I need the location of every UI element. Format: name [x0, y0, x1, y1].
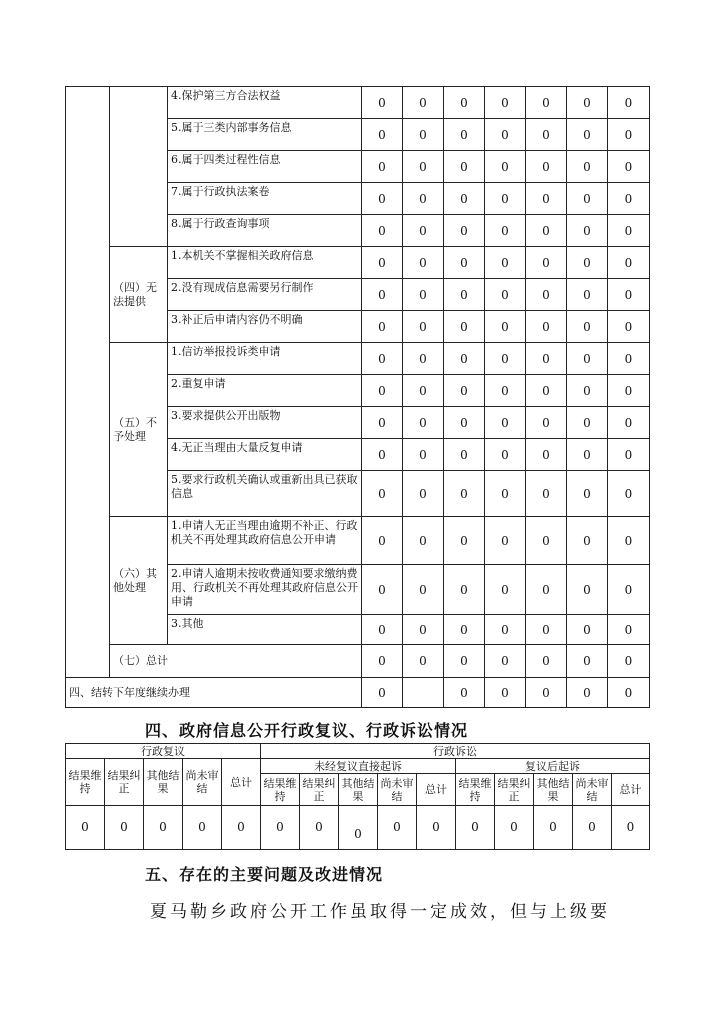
value-cell: 0: [456, 806, 495, 850]
value-cell: 0: [534, 806, 573, 850]
value-cell: 0: [444, 215, 485, 247]
value-cell: 0: [567, 407, 608, 439]
value-cell: 0: [339, 806, 378, 850]
value-cell: 0: [526, 311, 567, 343]
value-cell: 0: [567, 119, 608, 151]
value-cell: 0: [485, 471, 526, 517]
value-cell: 0: [567, 471, 608, 517]
outer-category-cell: [66, 87, 110, 678]
value-cell: 0: [608, 215, 650, 247]
value-cell: 0: [526, 87, 567, 119]
value-cell: 0: [444, 407, 485, 439]
value-cell: 0: [567, 183, 608, 215]
table-row: [66, 645, 650, 678]
value-cell: 0: [362, 247, 403, 279]
value-cell: 0: [608, 439, 650, 471]
value-cell: 0: [362, 87, 403, 119]
header-cell: 其他结果: [144, 759, 183, 806]
value-cell: 0: [608, 565, 650, 615]
value-cell: 0: [403, 517, 444, 565]
value-cell: 0: [526, 119, 567, 151]
value-cell: 0: [485, 311, 526, 343]
value-cell: 0: [485, 645, 526, 678]
value-cell: 0: [567, 375, 608, 407]
value-cell: 0: [403, 215, 444, 247]
value-cell: 0: [567, 87, 608, 119]
value-cell: 0: [608, 119, 650, 151]
row-label: 6.属于四类过程性信息: [168, 151, 362, 183]
section-5-title: 五、存在的主要问题及改进情况: [145, 865, 384, 884]
header-cell: 总计: [222, 759, 261, 806]
value-cell: 0: [362, 645, 403, 678]
value-cell: 0: [362, 375, 403, 407]
value-cell: 0: [567, 279, 608, 311]
carry-over-label: 四、结转下年度继续办理: [66, 678, 362, 708]
category-cell: [110, 87, 168, 247]
row-label: 2.没有现成信息需要另行制作: [168, 279, 362, 311]
header-cell: 结果纠正: [300, 774, 339, 806]
value-cell: 0: [608, 311, 650, 343]
value-cell: 0: [526, 615, 567, 645]
value-cell: 0: [444, 343, 485, 375]
value-cell: 0: [608, 87, 650, 119]
header-cell: 其他结果: [339, 774, 378, 806]
value-cell: 0: [526, 645, 567, 678]
value-cell: 0: [526, 343, 567, 375]
value-cell: 0: [362, 151, 403, 183]
value-cell: 0: [362, 215, 403, 247]
row-label: 2.申请人逾期未按收费通知要求缴纳费用、行政机关不再处理其政府信息公开申请: [168, 565, 362, 615]
header-cell: 其他结果: [534, 774, 573, 806]
value-cell: 0: [362, 279, 403, 311]
row-label: 8.属于行政查询事项: [168, 215, 362, 247]
header-cell: 结果维持: [261, 774, 300, 806]
value-cell: 0: [608, 151, 650, 183]
value-cell: [403, 678, 444, 708]
value-cell: 0: [362, 517, 403, 565]
value-cell: 0: [608, 517, 650, 565]
value-cell: 0: [567, 151, 608, 183]
response-table: [65, 86, 650, 708]
value-cell: 0: [362, 343, 403, 375]
value-cell: 0: [403, 565, 444, 615]
value-cell: 0: [417, 806, 456, 850]
value-cell: 0: [485, 247, 526, 279]
value-cell: 0: [403, 375, 444, 407]
value-cell: 0: [222, 806, 261, 850]
row-label: 3.要求提供公开出版物: [168, 407, 362, 439]
review-litigation-table: [65, 743, 650, 850]
value-cell: 0: [608, 183, 650, 215]
value-cell: 0: [403, 279, 444, 311]
category-cell: （五）不予处理: [110, 343, 168, 517]
value-cell: 0: [608, 375, 650, 407]
value-cell: 0: [526, 215, 567, 247]
table-row: [66, 87, 650, 119]
value-cell: 0: [608, 615, 650, 645]
value-cell: 0: [526, 471, 567, 517]
value-cell: 0: [403, 645, 444, 678]
row-label: 7.属于行政执法案卷: [168, 183, 362, 215]
value-cell: 0: [403, 343, 444, 375]
row-label: 5.属于三类内部事务信息: [168, 119, 362, 151]
value-cell: 0: [378, 806, 417, 850]
value-cell: 0: [444, 678, 485, 708]
value-cell: 0: [444, 151, 485, 183]
value-cell: 0: [485, 119, 526, 151]
row-label: 4.无正当理由大量反复申请: [168, 439, 362, 471]
row-label: 4.保护第三方合法权益: [168, 87, 362, 119]
value-cell: 0: [485, 517, 526, 565]
value-cell: 0: [485, 215, 526, 247]
value-cell: 0: [567, 247, 608, 279]
header-direct-suit: 未经复议直接起诉: [261, 759, 456, 774]
value-cell: 0: [573, 806, 612, 850]
carry-over-row: [66, 678, 650, 708]
value-cell: 0: [362, 615, 403, 645]
value-cell: 0: [362, 183, 403, 215]
value-cell: 0: [495, 806, 534, 850]
value-cell: 0: [485, 565, 526, 615]
value-cell: 0: [526, 565, 567, 615]
row-label: 3.其他: [168, 615, 362, 645]
value-cell: 0: [444, 439, 485, 471]
value-cell: 0: [608, 678, 650, 708]
value-cell: 0: [485, 375, 526, 407]
row-label: 1.申请人无正当理由逾期不补正、行政机关不再处理其政府信息公开申请: [168, 517, 362, 565]
value-cell: 0: [403, 439, 444, 471]
value-cell: 0: [362, 565, 403, 615]
value-cell: 0: [526, 678, 567, 708]
value-cell: 0: [362, 407, 403, 439]
category-cell: （七）总计: [110, 645, 362, 678]
value-cell: 0: [403, 615, 444, 645]
value-cell: 0: [105, 806, 144, 850]
value-cell: 0: [526, 151, 567, 183]
value-cell: 0: [608, 471, 650, 517]
value-cell: 0: [608, 343, 650, 375]
row-label: 1.信访举报投诉类申请: [168, 343, 362, 375]
value-cell: 0: [403, 87, 444, 119]
table-row: [66, 343, 650, 375]
value-cell: 0: [362, 471, 403, 517]
value-cell: 0: [567, 615, 608, 645]
value-cell: 0: [485, 678, 526, 708]
value-cell: 0: [485, 151, 526, 183]
header-cell: 尚未审结: [573, 774, 612, 806]
value-cell: 0: [444, 247, 485, 279]
value-cell: 0: [261, 806, 300, 850]
header-admin-review: 行政复议: [66, 744, 261, 759]
value-cell: 0: [567, 517, 608, 565]
value-cell: 0: [526, 439, 567, 471]
value-cell: 0: [444, 615, 485, 645]
value-cell: 0: [444, 565, 485, 615]
row-label: 5.要求行政机关确认或重新出具已获取信息: [168, 471, 362, 517]
header-cell: 结果维持: [456, 774, 495, 806]
value-cell: 0: [608, 279, 650, 311]
value-cell: 0: [567, 678, 608, 708]
value-cell: 0: [362, 439, 403, 471]
value-cell: 0: [403, 471, 444, 517]
row-label: 2.重复申请: [168, 375, 362, 407]
value-cell: 0: [567, 439, 608, 471]
header-cell: 尚未审结: [183, 759, 222, 806]
value-cell: 0: [444, 87, 485, 119]
value-cell: 0: [526, 279, 567, 311]
value-cell: 0: [444, 375, 485, 407]
value-cell: 0: [362, 678, 403, 708]
value-cell: 0: [608, 645, 650, 678]
value-cell: 0: [526, 407, 567, 439]
row-label: 3.补正后申请内容仍不明确: [168, 311, 362, 343]
value-cell: 0: [403, 247, 444, 279]
header-cell: 结果纠正: [495, 774, 534, 806]
row-label: 1.本机关不掌握相关政府信息: [168, 247, 362, 279]
value-cell: 0: [300, 806, 339, 850]
value-cell: 0: [183, 806, 222, 850]
value-cell: 0: [526, 183, 567, 215]
header-cell: 总计: [417, 774, 456, 806]
header-cell: 结果维持: [66, 759, 105, 806]
value-cell: 0: [567, 645, 608, 678]
table-row: [66, 247, 650, 279]
value-cell: 0: [444, 645, 485, 678]
value-cell: 0: [608, 407, 650, 439]
value-cell: 0: [485, 615, 526, 645]
section-4-title: 四、政府信息公开行政复议、行政诉讼情况: [145, 721, 469, 740]
value-cell: 0: [362, 119, 403, 151]
value-cell: 0: [444, 517, 485, 565]
value-cell: 0: [612, 806, 650, 850]
value-cell: 0: [66, 806, 105, 850]
header-suit-after-review: 复议后起诉: [456, 759, 650, 774]
value-cell: 0: [567, 311, 608, 343]
value-cell: 0: [526, 375, 567, 407]
header-admin-litigation: 行政诉讼: [261, 744, 650, 759]
header-cell: 结果纠正: [105, 759, 144, 806]
header-cell: 尚未审结: [378, 774, 417, 806]
category-cell: （六）其他处理: [110, 517, 168, 645]
value-cell: 0: [485, 183, 526, 215]
value-cell: 0: [403, 407, 444, 439]
value-cell: 0: [485, 279, 526, 311]
table-row: [66, 517, 650, 565]
value-cell: 0: [608, 247, 650, 279]
value-cell: 0: [567, 215, 608, 247]
value-cell: 0: [526, 247, 567, 279]
value-cell: 0: [485, 407, 526, 439]
body-paragraph: 夏马勒乡政府公开工作虽取得一定成效，但与上级要: [150, 902, 610, 922]
value-cell: 0: [444, 279, 485, 311]
value-cell: 0: [444, 183, 485, 215]
value-cell: 0: [567, 343, 608, 375]
value-cell: 0: [444, 311, 485, 343]
value-cell: 0: [144, 806, 183, 850]
header-cell: 总计: [612, 774, 650, 806]
value-cell: 0: [403, 183, 444, 215]
value-cell: 0: [485, 87, 526, 119]
value-cell: 0: [444, 471, 485, 517]
value-cell: 0: [567, 565, 608, 615]
value-cell: 0: [444, 119, 485, 151]
value-cell: 0: [403, 311, 444, 343]
value-cell: 0: [403, 119, 444, 151]
category-cell: （四）无法提供: [110, 247, 168, 343]
value-cell: 0: [362, 311, 403, 343]
value-cell: 0: [485, 343, 526, 375]
value-cell: 0: [526, 517, 567, 565]
value-cell: 0: [485, 439, 526, 471]
value-cell: 0: [403, 151, 444, 183]
